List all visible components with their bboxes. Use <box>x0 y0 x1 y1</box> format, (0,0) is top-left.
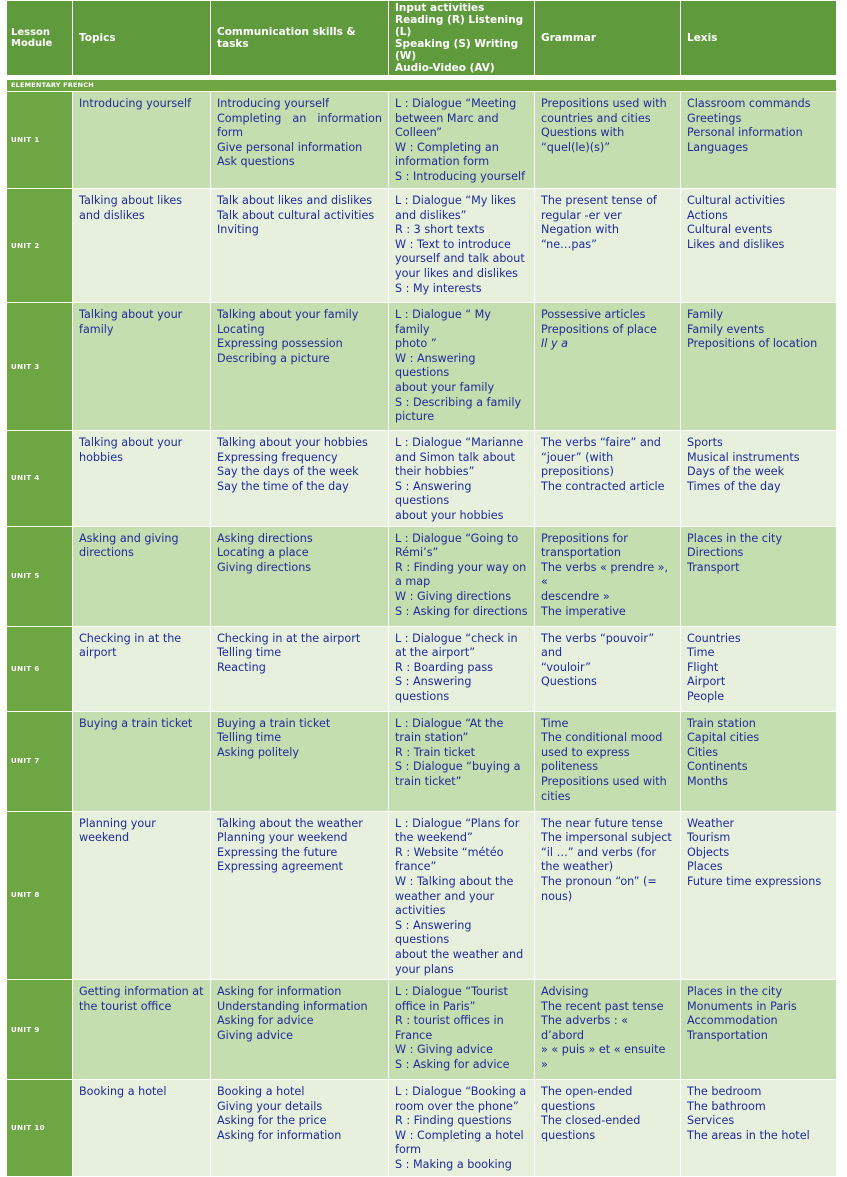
unit-lexis-line: Transportation <box>687 1028 768 1042</box>
unit-topics-line: Booking a hotel <box>79 1085 167 1099</box>
unit-grammar-cell <box>535 189 681 303</box>
unit-communication-line: Inviting <box>217 223 259 237</box>
unit-grammar-line: The pronoun “on” (= <box>541 874 657 888</box>
unit-grammar-line: Advising <box>541 985 589 999</box>
unit-communication-line: Talk about likes and dislikes <box>217 194 373 207</box>
unit-input-line: R : tourist offices in <box>395 1014 504 1028</box>
unit-lexis-cell <box>681 92 837 189</box>
curriculum-table <box>6 0 837 1177</box>
unit-communication-line: Giving advice <box>217 1028 293 1042</box>
unit-lexis-line: Prepositions of location <box>687 337 818 351</box>
unit-input-cell <box>389 303 535 431</box>
unit-lexis-line: Cultural events <box>687 223 773 237</box>
unit-topics-line: Checking in at the <box>79 631 182 645</box>
unit-lexis-cell <box>681 303 837 431</box>
unit-input-line: activities <box>395 904 446 918</box>
unit-lexis-line: Objects <box>687 845 730 859</box>
unit-row <box>7 303 837 431</box>
unit-communication-line: Expressing the future <box>217 845 338 859</box>
unit-lexis-line: Weather <box>687 816 735 830</box>
unit-topics-line: family <box>79 322 114 336</box>
unit-grammar-line: Prepositions used with <box>541 97 667 110</box>
unit-input-line: office in Paris” <box>395 999 476 1013</box>
unit-lexis-line: Airport <box>687 675 726 689</box>
unit-input-cell <box>389 980 535 1080</box>
unit-row <box>7 1080 837 1177</box>
unit-input-line: S : Dialogue “buying a <box>395 760 521 774</box>
unit-topics-line: hobbies <box>79 450 123 464</box>
header-lesson-module <box>7 1 73 76</box>
unit-topics-line: Asking and giving <box>79 531 179 545</box>
unit-communication-cell <box>211 1080 389 1177</box>
unit-grammar-line: The closed-ended <box>541 1114 641 1128</box>
unit-topics-line: Buying a train ticket <box>79 716 193 730</box>
unit-input-line: form <box>395 1143 422 1157</box>
unit-topics-line: airport <box>79 646 117 660</box>
unit-grammar-line: Questions with <box>541 126 625 140</box>
unit-lexis-line: Personal information <box>687 126 803 140</box>
unit-input-cell <box>389 526 535 626</box>
unit-grammar-line: The verbs “faire” and <box>541 436 661 449</box>
unit-input-cell <box>389 189 535 303</box>
unit-lexis-line: Places in the city <box>687 985 783 999</box>
unit-input-line: their hobbies” <box>395 465 475 479</box>
unit-communication-line: Say the time of the day <box>217 479 349 493</box>
unit-communication-cell <box>211 711 389 811</box>
unit-lexis-line: Sports <box>687 436 723 449</box>
unit-grammar-line: “vouloir” <box>541 660 591 674</box>
unit-lexis-line: Countries <box>687 631 741 645</box>
unit-grammar-line: “ne…pas” <box>541 237 597 251</box>
unit-lexis-line: Directions <box>687 546 744 560</box>
unit-input-line: information form <box>395 155 490 169</box>
unit-input-line: about your family <box>395 380 495 394</box>
unit-lexis-cell <box>681 431 837 527</box>
unit-communication-cell <box>211 626 389 711</box>
header-lesson-line: Lesson <box>11 27 51 38</box>
unit-communication-cell <box>211 303 389 431</box>
unit-input-line: S : Introducing yourself <box>395 169 526 183</box>
unit-communication-line: Give personal information <box>217 140 363 154</box>
unit-topics-cell <box>73 303 211 431</box>
unit-input-line: W : Answering questions <box>395 351 476 380</box>
unit-topics-cell <box>73 92 211 189</box>
unit-grammar-line: nous) <box>541 889 573 903</box>
header-input-line: Input activities <box>395 2 485 14</box>
unit-topics-line: Getting information at <box>79 985 204 999</box>
unit-communication-line: Asking for information <box>217 1128 342 1142</box>
unit-lexis-line: Musical instruments <box>687 450 800 464</box>
unit-communication-line: Expressing possession <box>217 337 343 351</box>
unit-lexis-line: Languages <box>687 140 749 154</box>
unit-input-line: R : Finding questions <box>395 1114 512 1128</box>
unit-input-line: S : Making a booking <box>395 1158 512 1172</box>
unit-lexis-cell <box>681 526 837 626</box>
unit-communication-line: Understanding information <box>217 999 368 1013</box>
unit-input-line: about your hobbies <box>395 508 504 522</box>
unit-grammar-line: Prepositions used with <box>541 774 667 788</box>
unit-input-line: at the airport” <box>395 646 476 660</box>
unit-communication-line: Asking for information <box>217 985 342 999</box>
unit-communication-line: Asking for the price <box>217 1114 327 1128</box>
unit-input-line: france” <box>395 860 437 874</box>
unit-topics-cell <box>73 431 211 527</box>
unit-input-line: train station” <box>395 731 469 745</box>
unit-communication-line: Reacting <box>217 660 266 674</box>
unit-grammar-line: Prepositions for <box>541 531 628 545</box>
unit-communication-cell <box>211 92 389 189</box>
unit-communication-line: Planning your weekend <box>217 831 348 845</box>
unit-input-line: S : Answering questions <box>395 918 472 947</box>
unit-communication-line: Talking about your family <box>217 308 359 321</box>
unit-input-cell <box>389 811 535 980</box>
unit-label: UNIT 8 <box>7 811 73 980</box>
unit-topics-line: the tourist office <box>79 999 172 1013</box>
unit-grammar-line: the weather) <box>541 860 614 874</box>
unit-topics-cell <box>73 1080 211 1177</box>
unit-grammar-line: “il …” and verbs (for <box>541 845 657 859</box>
unit-grammar-line: regular -er ver <box>541 208 622 222</box>
unit-row <box>7 811 837 980</box>
unit-input-line: L : Dialogue “Booking a <box>395 1085 527 1099</box>
unit-communication-line: Talk about cultural activities <box>217 208 375 222</box>
unit-row <box>7 711 837 811</box>
header-input-line: Reading (R) Listening (L) <box>395 14 524 38</box>
unit-input-line: W : Giving advice <box>395 1043 493 1057</box>
unit-grammar-line: The open-ended <box>541 1085 633 1099</box>
unit-grammar-line: The present tense of <box>541 194 657 207</box>
unit-lexis-line: Services <box>687 1114 735 1128</box>
unit-lexis-cell <box>681 980 837 1080</box>
unit-grammar-line: Prepositions of place <box>541 322 657 336</box>
unit-topics-cell <box>73 189 211 303</box>
unit-grammar-line: used to express <box>541 745 630 759</box>
unit-label: UNIT 6 <box>7 626 73 711</box>
unit-input-line: R : Train ticket <box>395 745 476 759</box>
unit-lexis-line: Days of the week <box>687 465 785 479</box>
unit-lexis-cell <box>681 189 837 303</box>
unit-communication-line: Introducing yourself <box>217 97 330 110</box>
unit-input-line: Rémi’s” <box>395 546 439 560</box>
unit-label: UNIT 2 <box>7 189 73 303</box>
unit-input-line: Colleen” <box>395 126 442 140</box>
unit-label: UNIT 5 <box>7 526 73 626</box>
unit-grammar-line: The impersonal subject <box>541 831 672 845</box>
unit-input-line: R : 3 short texts <box>395 223 485 237</box>
unit-communication-cell <box>211 189 389 303</box>
unit-lexis-cell <box>681 1080 837 1177</box>
unit-communication-line: Ask questions <box>217 155 295 169</box>
unit-communication-line: Giving your details <box>217 1099 323 1113</box>
unit-grammar-line: The verbs « prendre », « <box>541 560 669 589</box>
unit-input-line: photo ” <box>395 337 437 351</box>
unit-grammar-cell <box>535 811 681 980</box>
unit-communication-line: form <box>217 126 244 140</box>
unit-lexis-cell <box>681 626 837 711</box>
unit-input-line: S : Answering questions <box>395 479 472 508</box>
unit-topics-line: Planning your weekend <box>79 816 156 845</box>
unit-grammar-line: » « puis » et « ensuite » <box>541 1043 666 1072</box>
unit-topics-cell <box>73 711 211 811</box>
unit-input-line: a map <box>395 575 431 589</box>
unit-label: UNIT 4 <box>7 431 73 527</box>
unit-input-line: S : Asking for advice <box>395 1058 510 1072</box>
unit-grammar-cell <box>535 626 681 711</box>
unit-communication-cell <box>211 526 389 626</box>
unit-communication-line: Checking in at the airport <box>217 631 361 645</box>
unit-grammar-line: The contracted article <box>541 479 665 493</box>
header-input-line: Speaking (S) Writing (W) <box>395 38 519 62</box>
unit-grammar-line: prepositions) <box>541 465 614 479</box>
unit-lexis-line: Greetings <box>687 111 742 125</box>
unit-input-line: S : Answering questions <box>395 675 472 703</box>
unit-grammar-line: descendre » <box>541 589 610 603</box>
unit-lexis-line: Likes and dislikes <box>687 237 785 251</box>
unit-lexis-line: Cities <box>687 745 719 759</box>
unit-communication-line: Buying a train ticket <box>217 716 331 730</box>
header-grammar: Grammar <box>535 1 681 76</box>
unit-grammar-cell <box>535 711 681 811</box>
unit-input-line: S : Asking for directions <box>395 604 528 618</box>
unit-communication-cell <box>211 431 389 527</box>
unit-communication-line: Talking about your hobbies <box>217 436 368 449</box>
unit-communication-line: Expressing frequency <box>217 450 338 464</box>
unit-input-line: your plans <box>395 962 454 976</box>
unit-input-line: room over the phone” <box>395 1099 519 1113</box>
unit-lexis-line: Future time expressions <box>687 874 822 888</box>
unit-topics-cell <box>73 811 211 980</box>
unit-grammar-line: politeness <box>541 760 599 774</box>
unit-label: UNIT 7 <box>7 711 73 811</box>
unit-communication-line: Expressing agreement <box>217 860 343 874</box>
unit-grammar-cell <box>535 431 681 527</box>
unit-input-line: yourself and talk about <box>395 252 525 266</box>
unit-communication-line: Telling time <box>217 731 282 745</box>
unit-lexis-line: Actions <box>687 208 728 222</box>
unit-lexis-line: Classroom commands <box>687 97 811 110</box>
unit-lexis-cell <box>681 711 837 811</box>
unit-input-cell <box>389 431 535 527</box>
unit-input-line: S : My interests <box>395 281 482 295</box>
unit-lexis-line: Train station <box>687 716 756 730</box>
unit-row <box>7 189 837 303</box>
unit-lexis-line: Tourism <box>687 831 731 845</box>
unit-topics-line: Introducing yourself <box>79 97 192 110</box>
unit-lexis-line: Times of the day <box>687 479 781 493</box>
unit-input-line: W : Completing a hotel <box>395 1128 524 1142</box>
unit-grammar-line: The verbs “pouvoir” and <box>541 631 655 660</box>
unit-lexis-line: Accommodation <box>687 1014 778 1028</box>
unit-row <box>7 626 837 711</box>
unit-grammar-line: questions <box>541 1128 596 1142</box>
unit-topics-cell <box>73 526 211 626</box>
header-row <box>7 1 837 76</box>
unit-lexis-line: The areas in the hotel <box>687 1128 810 1142</box>
unit-input-line: L : Dialogue “My likes <box>395 194 516 207</box>
unit-input-line: L : Dialogue “At the <box>395 716 504 730</box>
unit-row <box>7 431 837 527</box>
unit-grammar-line: The adverbs : « d’abord <box>541 1014 629 1042</box>
unit-input-line: R : Finding your way on <box>395 560 527 574</box>
unit-communication-line: Giving directions <box>217 560 312 574</box>
unit-topics-cell <box>73 626 211 711</box>
unit-communication-line: Locating <box>217 322 265 336</box>
unit-input-line: L : Dialogue “Going to <box>395 531 519 545</box>
unit-input-line: and Simon talk about <box>395 450 515 464</box>
unit-grammar-line: “jouer” (with <box>541 450 614 464</box>
unit-communication-line: Asking politely <box>217 745 299 759</box>
unit-lexis-line: People <box>687 689 725 703</box>
unit-grammar-line: The imperative <box>541 604 626 618</box>
unit-grammar-cell <box>535 1080 681 1177</box>
unit-grammar-line: Il y a <box>541 337 568 351</box>
unit-communication-line: Booking a hotel <box>217 1085 305 1099</box>
unit-input-line: picture <box>395 410 435 424</box>
unit-input-line: train ticket” <box>395 774 462 788</box>
unit-topics-line: and dislikes <box>79 208 145 222</box>
unit-lexis-line: Places <box>687 860 723 874</box>
section-row <box>7 80 837 92</box>
unit-grammar-cell <box>535 303 681 431</box>
unit-lexis-line: Flight <box>687 660 719 674</box>
section-label: ELEMENTARY FRENCH <box>7 80 837 92</box>
unit-input-cell <box>389 626 535 711</box>
unit-communication-line: Say the days of the week <box>217 465 359 479</box>
unit-input-line: L : Dialogue “Meeting <box>395 97 517 110</box>
unit-label: UNIT 9 <box>7 980 73 1080</box>
unit-lexis-line: Family events <box>687 322 765 336</box>
unit-input-line: R : Boarding pass <box>395 660 494 674</box>
header-module-line: Module <box>11 38 53 49</box>
unit-grammar-line: Negation with <box>541 223 619 237</box>
unit-topics-line: directions <box>79 546 134 560</box>
unit-row <box>7 526 837 626</box>
unit-input-line: France <box>395 1028 433 1042</box>
unit-communication-line: Telling time <box>217 646 282 660</box>
unit-lexis-line: The bedroom <box>687 1085 762 1099</box>
unit-input-line: your likes and dislikes <box>395 266 518 280</box>
unit-input-line: W : Text to introduce <box>395 237 511 251</box>
unit-communication-cell <box>211 980 389 1080</box>
unit-input-line: W : Completing an <box>395 140 499 154</box>
unit-grammar-line: cities <box>541 789 571 803</box>
unit-grammar-line: The conditional mood <box>541 731 663 745</box>
unit-row <box>7 92 837 189</box>
unit-input-line: and dislikes” <box>395 208 467 222</box>
unit-row <box>7 980 837 1080</box>
unit-topics-cell <box>73 980 211 1080</box>
unit-communication-line: Describing a picture <box>217 351 330 365</box>
unit-input-line: weather and your <box>395 889 495 903</box>
unit-lexis-line: Cultural activities <box>687 194 786 207</box>
unit-input-line: about the weather and <box>395 947 524 961</box>
unit-input-line: the weekend” <box>395 831 473 845</box>
unit-lexis-line: Continents <box>687 760 748 774</box>
unit-communication-line: Asking for advice <box>217 1014 314 1028</box>
unit-grammar-line: Possessive articles <box>541 308 646 321</box>
unit-lexis-line: Months <box>687 774 728 788</box>
unit-input-line: R : Website “météo <box>395 845 504 859</box>
unit-lexis-line: The bathroom <box>687 1099 766 1113</box>
unit-input-cell <box>389 711 535 811</box>
header-communication: Communication skills & tasks <box>211 1 389 76</box>
unit-lexis-line: Capital cities <box>687 731 760 745</box>
unit-lexis-line: Transport <box>687 560 740 574</box>
unit-grammar-line: The near future tense <box>541 816 663 830</box>
unit-communication-line: Asking directions <box>217 531 313 545</box>
unit-topics-line: Talking about your <box>79 308 183 321</box>
unit-grammar-cell <box>535 526 681 626</box>
unit-communication-line: Locating a place <box>217 546 309 560</box>
unit-grammar-line: countries and cities <box>541 111 651 125</box>
unit-input-line: L : Dialogue “Marianne <box>395 436 524 449</box>
unit-input-line: S : Describing a family <box>395 395 522 409</box>
unit-input-line: between Marc and <box>395 111 499 125</box>
unit-communication-line: Completing an information <box>217 111 382 125</box>
unit-lexis-line: Family <box>687 308 723 321</box>
unit-grammar-cell <box>535 980 681 1080</box>
unit-grammar-line: Questions <box>541 675 597 689</box>
unit-input-line: L : Dialogue “check in <box>395 631 518 645</box>
unit-topics-line: Talking about likes <box>79 194 183 207</box>
header-topics: Topics <box>73 1 211 76</box>
header-input-line: Audio-Video (AV) <box>395 62 495 74</box>
unit-communication-line: Talking about the weather <box>217 816 363 830</box>
unit-input-line: L : Dialogue “Tourist <box>395 985 508 999</box>
unit-lexis-cell <box>681 811 837 980</box>
unit-grammar-line: The recent past tense <box>541 999 664 1013</box>
unit-lexis-line: Monuments in Paris <box>687 999 797 1013</box>
unit-grammar-line: “quel(le)(s)” <box>541 140 611 154</box>
unit-lexis-line: Places in the city <box>687 531 783 545</box>
unit-grammar-line: questions <box>541 1099 596 1113</box>
unit-grammar-line: Time <box>541 716 569 730</box>
unit-label: UNIT 1 <box>7 92 73 189</box>
unit-label: UNIT 10 <box>7 1080 73 1177</box>
unit-input-cell <box>389 1080 535 1177</box>
unit-input-line: L : Dialogue “ My family <box>395 308 491 336</box>
unit-input-line: W : Talking about the <box>395 874 514 888</box>
header-lexis: Lexis <box>681 1 837 76</box>
unit-topics-line: Talking about your <box>79 436 183 449</box>
header-input-activities <box>389 1 535 76</box>
unit-lexis-line: Time <box>687 646 715 660</box>
unit-grammar-line: transportation <box>541 546 621 560</box>
unit-input-cell <box>389 92 535 189</box>
unit-grammar-cell <box>535 92 681 189</box>
unit-input-line: L : Dialogue “Plans for <box>395 816 520 830</box>
unit-communication-cell <box>211 811 389 980</box>
unit-label: UNIT 3 <box>7 303 73 431</box>
unit-input-line: W : Giving directions <box>395 589 512 603</box>
